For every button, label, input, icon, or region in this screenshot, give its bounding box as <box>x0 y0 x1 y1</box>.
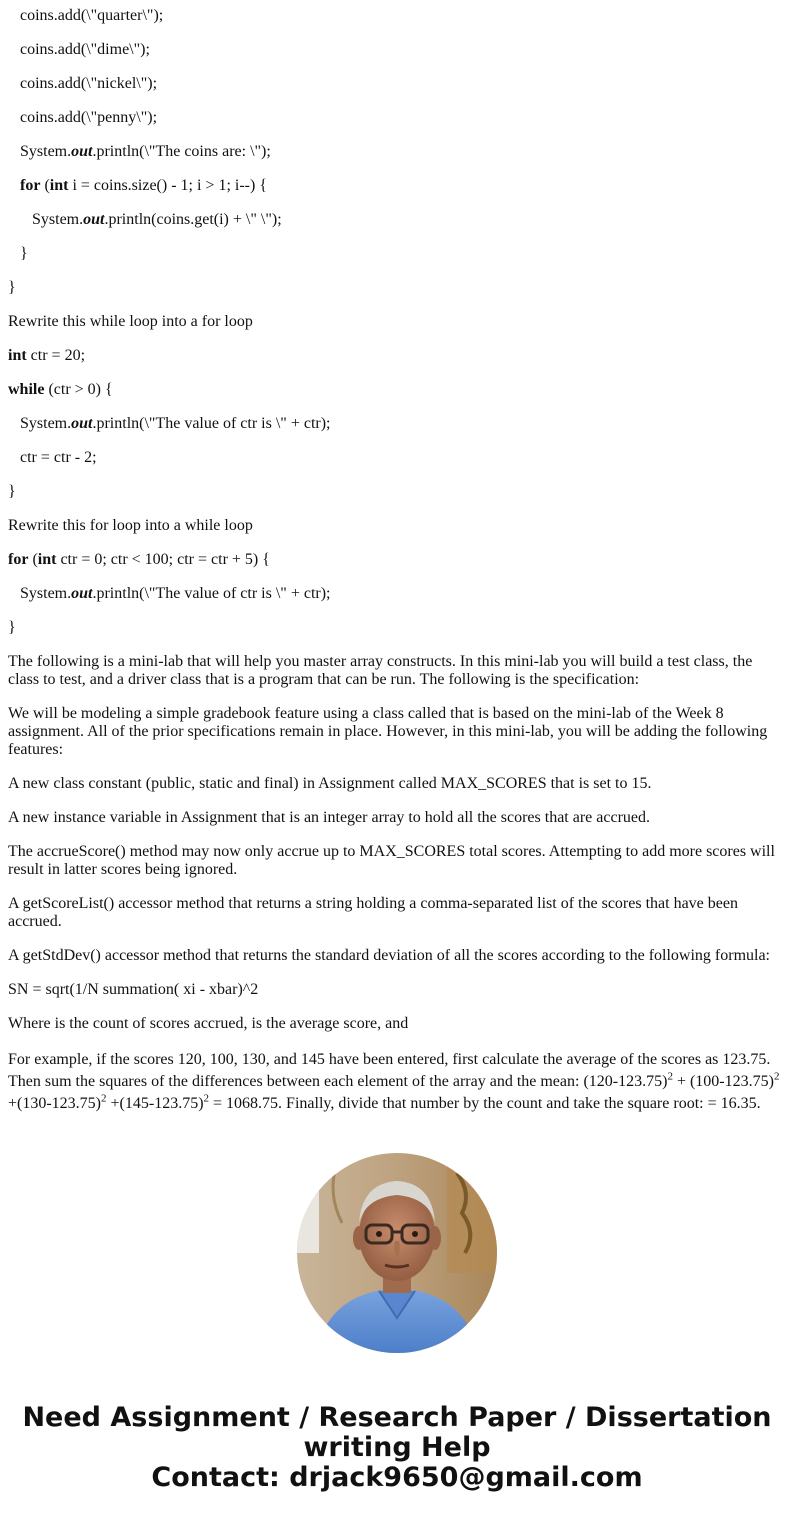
code-line <box>8 347 85 365</box>
code-text: ( <box>28 551 38 568</box>
example-text: For example, if the scores 120, 100, 130, and 145 have been entered, first calculate the average of the scores as 123.75. Then sum the squares of the differences between each element of the array and the mean: (120-123.75) <box>8 1051 771 1090</box>
code-text: i = coins.size() - 1; i > 1; i--) { <box>68 177 268 194</box>
paragraph: A new class constant (public, static and final) in Assignment called MAX_SCORES that is set to 15. <box>8 775 652 792</box>
code-text: .println(\"The value of ctr is \" + ctr); <box>92 415 331 432</box>
code-line: ctr = ctr - 2; <box>20 449 97 466</box>
code-line: } <box>8 279 16 296</box>
code-keyword: int <box>49 177 69 194</box>
code-keyword: out <box>71 415 93 432</box>
section-heading: Rewrite this for loop into a while loop <box>8 517 253 534</box>
contact-banner <box>0 1403 794 1493</box>
code-keyword: for <box>20 177 41 194</box>
code-text: ctr = 0; ctr < 100; ctr = ctr + 5) { <box>56 551 270 568</box>
code-text: (ctr > 0) { <box>44 381 113 398</box>
code-keyword: while <box>8 381 45 398</box>
example-text: +(130-123.75) <box>8 1095 102 1112</box>
code-line <box>8 415 330 433</box>
code-line: } <box>8 483 16 500</box>
example-text: + (100-123.75) <box>672 1073 774 1090</box>
code-line: coins.add(\"penny\"); <box>20 109 158 126</box>
section-heading: Rewrite this while loop into a for loop <box>8 313 253 330</box>
code-text: ( <box>40 177 50 194</box>
code-keyword: out <box>71 143 93 160</box>
banner-line: Need Assignment / Research Paper / Dissertation <box>22 1402 772 1433</box>
code-line <box>8 177 267 195</box>
code-line: } <box>20 245 28 262</box>
paragraph: The following is a mini-lab that will help you master array constructs. In this mini-lab you will build a test class, the class to test, and a driver class that is a program that can be run. The following is the specification: <box>8 653 753 688</box>
banner-line: writing Help <box>303 1432 491 1463</box>
superscript: 2 <box>203 1092 210 1105</box>
code-text: .println(coins.get(i) + \" \"); <box>104 211 282 228</box>
code-line: coins.add(\"quarter\"); <box>20 7 164 24</box>
code-text: System. <box>32 211 84 228</box>
example-text: = 1068.75. Finally, divide that number by the count and take the square root: = 16.35. <box>209 1095 761 1112</box>
code-keyword: out <box>83 211 105 228</box>
contact-email: Contact: drjack9650@gmail.com <box>151 1462 643 1493</box>
code-text: .println(\"The coins are: \"); <box>92 143 271 160</box>
paragraph: A getScoreList() accessor method that returns a string holding a comma-separated list of the scores that have been accrued. <box>8 895 738 930</box>
paragraph: A getStdDev() accessor method that returns the standard deviation of all the scores according to the following formula: <box>8 947 770 964</box>
code-line <box>8 585 330 603</box>
code-keyword: out <box>71 585 93 602</box>
code-text: ctr = 20; <box>26 347 86 364</box>
paragraph: Where is the count of scores accrued, is the average score, and <box>8 1015 409 1032</box>
formula-line: SN = sqrt(1/N summation( xi - xbar)^2 <box>8 981 259 998</box>
example-text: +(145-123.75) <box>106 1095 204 1112</box>
superscript: 2 <box>101 1092 107 1105</box>
code-line <box>8 551 270 569</box>
code-keyword: int <box>37 551 57 568</box>
code-line <box>8 211 282 229</box>
paragraph-example <box>8 1049 784 1115</box>
author-avatar <box>297 1153 497 1353</box>
paragraph: A new instance variable in Assignment that is an integer array to hold all the scores that are accrued. <box>8 809 650 826</box>
code-text: System. <box>20 585 72 602</box>
code-keyword: int <box>8 347 27 364</box>
code-line: coins.add(\"dime\"); <box>20 41 150 58</box>
superscript: 2 <box>667 1070 673 1083</box>
code-line: coins.add(\"nickel\"); <box>20 75 158 92</box>
paragraph: The accrueScore() method may now only accrue up to MAX_SCORES total scores. Attempting to add more scores will result in latter scores being ignored. <box>8 843 775 878</box>
code-keyword: for <box>8 551 29 568</box>
code-text: System. <box>20 143 72 160</box>
avatar-portrait <box>297 1153 497 1353</box>
paragraph: We will be modeling a simple gradebook feature using a class called that is based on the mini-lab of the Week 8 assignment. All of the prior specifications remain in place. However, in this mini-lab, you will be adding the following features: <box>8 705 768 758</box>
code-line: } <box>8 619 16 636</box>
code-line <box>8 143 271 161</box>
code-line <box>8 381 113 399</box>
superscript: 2 <box>773 1070 780 1083</box>
code-text: System. <box>20 415 72 432</box>
code-text: .println(\"The value of ctr is \" + ctr); <box>92 585 331 602</box>
